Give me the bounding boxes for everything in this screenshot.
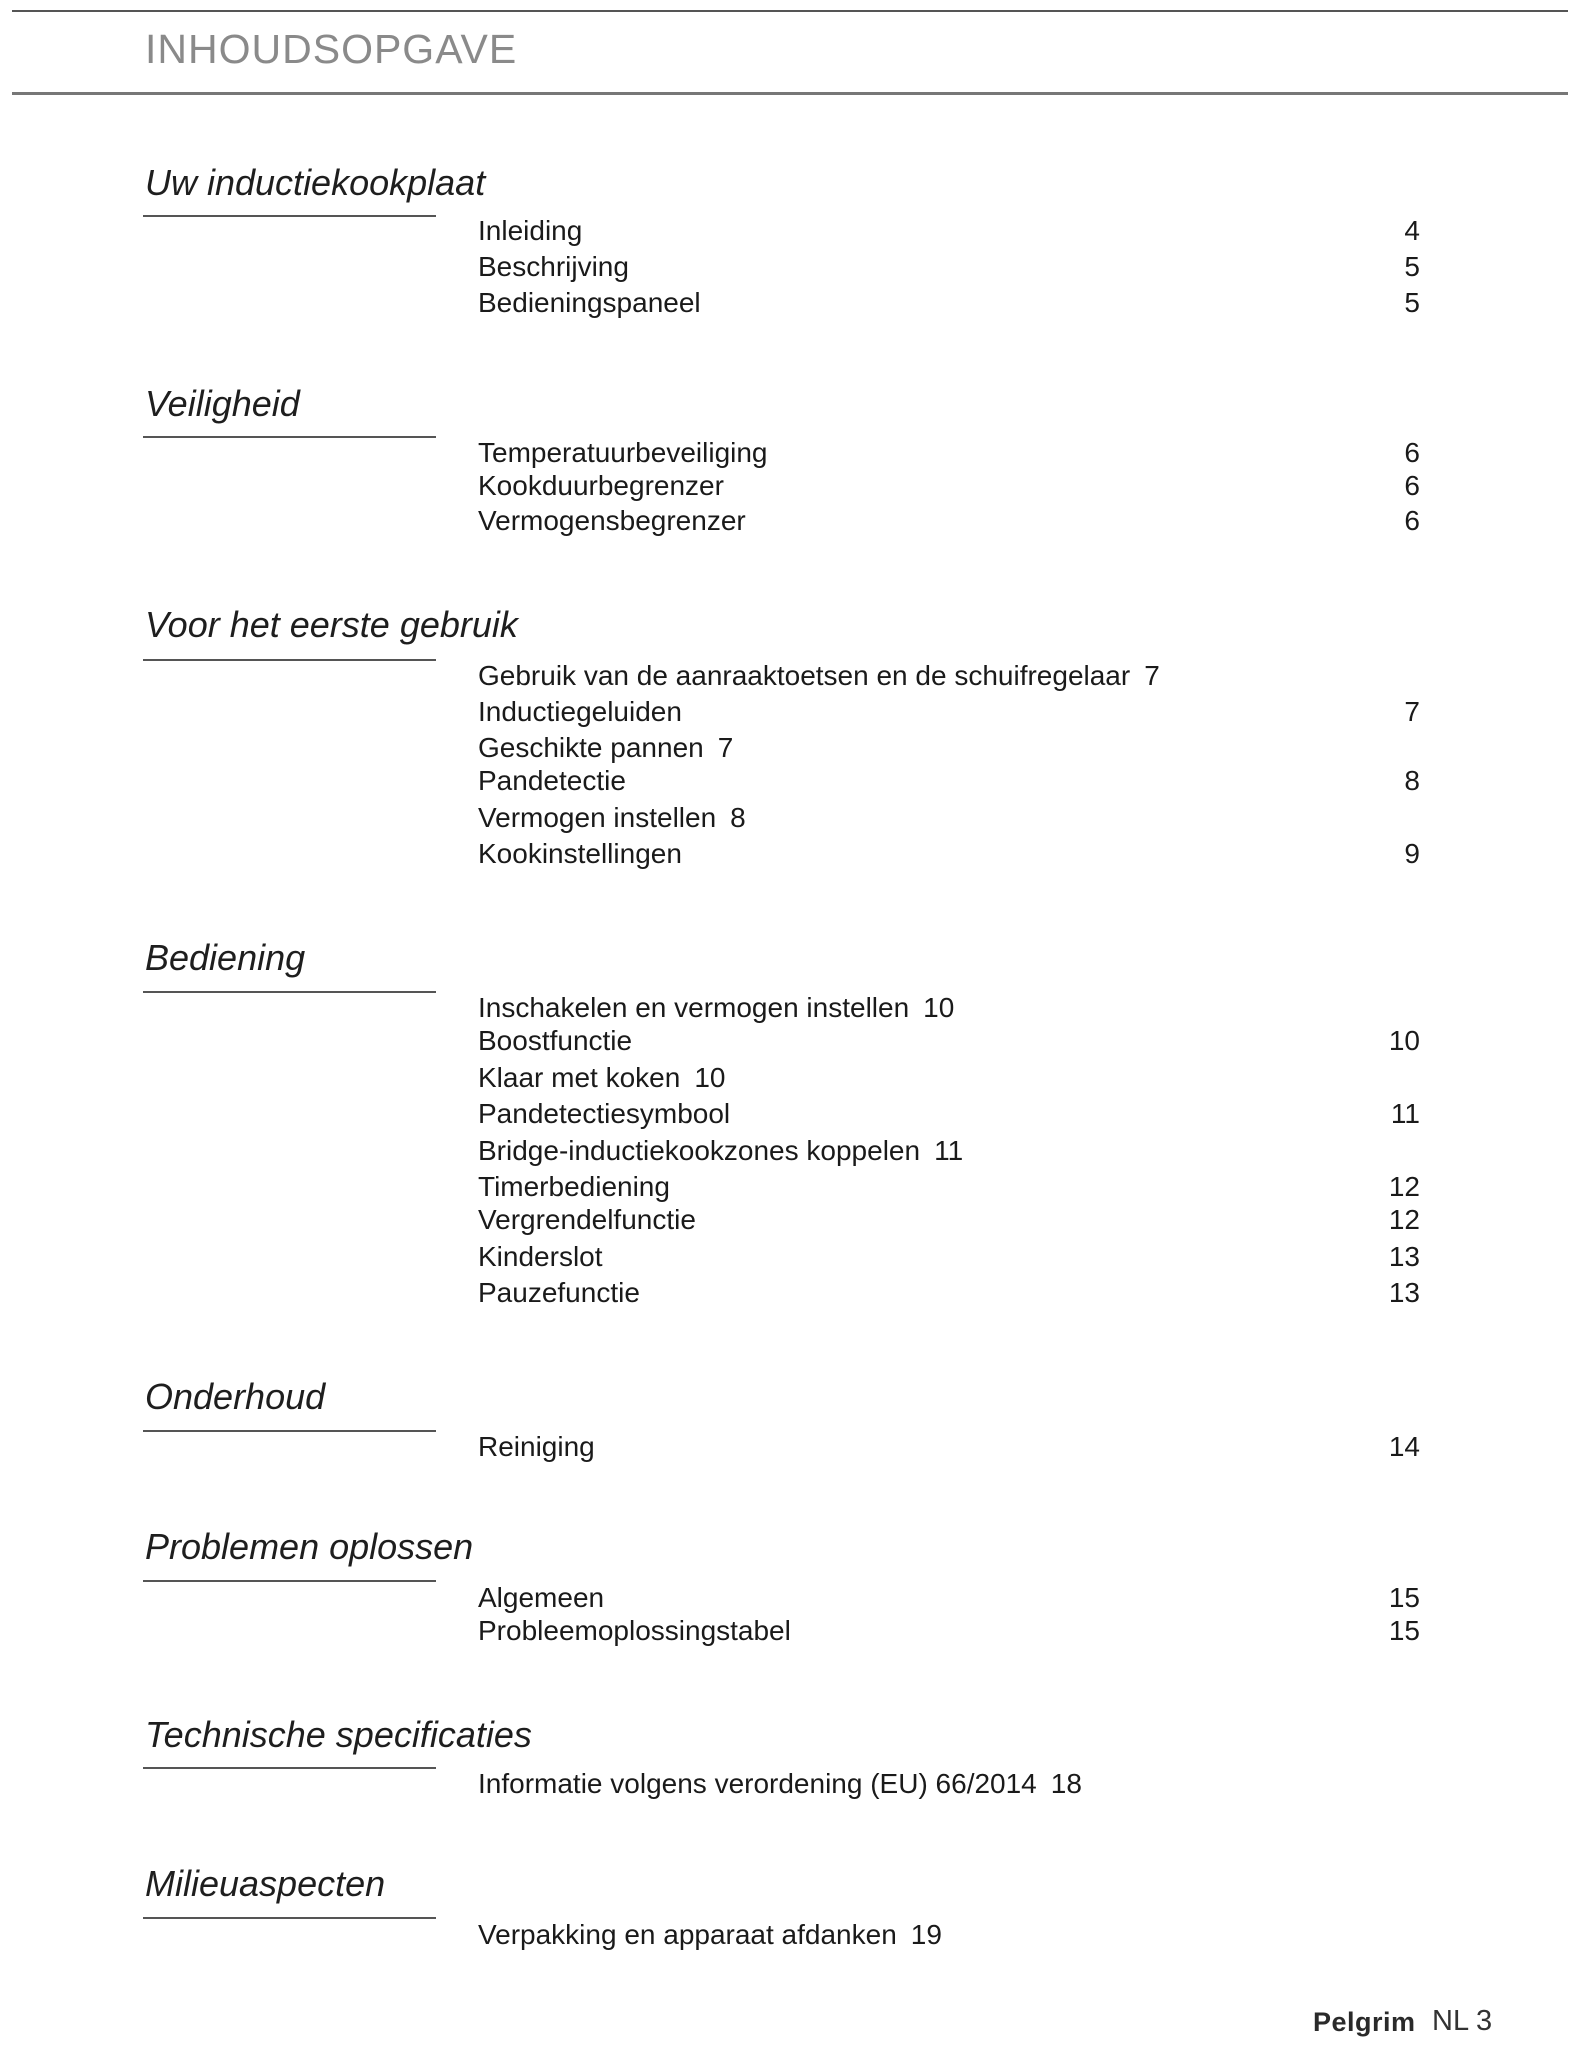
toc-entry-label <box>478 658 1160 694</box>
toc-entry-label <box>478 1202 696 1238</box>
toc-page-number: 7 <box>717 732 734 763</box>
toc-entry-label <box>478 1060 725 1096</box>
toc-entry[interactable] <box>478 658 1420 694</box>
toc-entry-text: Pauzefunctie <box>478 1277 640 1308</box>
toc-entry-label <box>478 694 682 730</box>
page-title: INHOUDSOPGAVE <box>145 26 518 72</box>
toc-entry[interactable] <box>478 1169 1420 1205</box>
toc-entry[interactable] <box>478 213 1420 249</box>
toc-entry-label <box>478 503 746 539</box>
toc-entry-text: Beschrijving <box>478 251 629 282</box>
toc-entry[interactable] <box>478 1060 1420 1096</box>
toc-entry-text: Vermogen instellen <box>478 802 717 833</box>
toc-page-number: 6 <box>1404 470 1420 501</box>
toc-entry[interactable] <box>478 694 1420 730</box>
toc-page-number: 12 <box>1388 1171 1420 1202</box>
section-rule <box>143 1917 436 1919</box>
page-number: NL 3 <box>1432 2005 1493 2037</box>
toc-page-number: 10 <box>923 992 955 1023</box>
toc-page-number: 8 <box>1404 765 1420 796</box>
toc-entry[interactable] <box>478 800 1420 836</box>
toc-entry[interactable] <box>478 435 1420 471</box>
toc-entry-text: Kookduurbegrenzer <box>478 470 724 501</box>
toc-entry-label <box>478 730 733 766</box>
toc-entry-label <box>478 1133 963 1169</box>
toc-entry-text: Timerbediening <box>478 1171 670 1202</box>
toc-entry-text: Probleemoplossingstabel <box>478 1615 791 1646</box>
toc-entry-text: Boostfunctie <box>478 1025 633 1056</box>
toc-page-number: 4 <box>1404 215 1420 246</box>
header-rule <box>12 92 1568 95</box>
toc-entry-text: Reiniging <box>478 1431 595 1462</box>
toc-entry-text: Geschikte pannen <box>478 732 704 763</box>
toc-page-number: 5 <box>1404 251 1420 282</box>
section-title: Technische specificaties <box>145 1714 532 1755</box>
toc-entry[interactable] <box>478 1766 1420 1802</box>
section-rule <box>143 1430 436 1432</box>
toc-entry[interactable] <box>478 1275 1420 1311</box>
brand-logo: Pelgrim <box>1313 2007 1416 2037</box>
section-title: Bediening <box>145 937 306 978</box>
toc-entry-text: Vermogensbegrenzer <box>478 505 746 536</box>
toc-entry[interactable] <box>478 503 1420 539</box>
toc-entry-label <box>478 1239 603 1275</box>
toc-entry-text: Temperatuurbeveiliging <box>478 437 768 468</box>
toc-entry-label <box>478 800 746 836</box>
toc-entry-text: Kinderslot <box>478 1241 603 1272</box>
toc-page-number: 7 <box>1144 660 1160 691</box>
toc-entry[interactable] <box>478 1202 1420 1238</box>
toc-page-number: 12 <box>1388 1204 1420 1235</box>
toc-entry-text: Bridge-inductiekookzones koppelen <box>478 1135 921 1166</box>
section-title: Uw inductiekookplaat <box>145 162 486 203</box>
toc-entry[interactable] <box>478 1429 1420 1465</box>
toc-page-number: 15 <box>1388 1615 1420 1646</box>
toc-entry[interactable] <box>478 285 1420 321</box>
toc-page-number: 8 <box>730 802 746 833</box>
toc-entry[interactable] <box>478 1023 1420 1059</box>
section-rule <box>143 991 436 993</box>
toc-entry[interactable] <box>478 990 1420 1026</box>
toc-page-number: 6 <box>1404 505 1420 536</box>
toc-entry-label <box>478 1023 632 1059</box>
toc-entry-text: Klaar met koken <box>478 1062 681 1093</box>
toc-page-number: 18 <box>1050 1768 1082 1799</box>
toc-entry-text: Pandetectie <box>478 765 626 796</box>
toc-entry-label <box>478 1429 595 1465</box>
toc-page-number: 13 <box>1388 1241 1420 1272</box>
toc-entry-text: Pandetectiesymbool <box>478 1098 731 1129</box>
section-rule <box>143 1767 436 1769</box>
toc-entry[interactable] <box>478 249 1420 285</box>
toc-entry-label <box>478 435 768 471</box>
top-rule <box>12 10 1568 12</box>
toc-page-number: 10 <box>694 1062 726 1093</box>
toc-page-number: 7 <box>1404 696 1420 727</box>
toc-entry-label <box>478 1917 942 1953</box>
toc-page-number: 11 <box>934 1135 964 1166</box>
toc-entry-text: Inschakelen en vermogen instellen <box>478 992 910 1023</box>
toc-entry[interactable] <box>478 1096 1420 1132</box>
toc-page-number: 5 <box>1404 287 1420 318</box>
toc-entry-text: Informatie volgens verordening (EU) 66/2014 <box>478 1768 1037 1799</box>
section-rule <box>143 215 436 217</box>
section-title: Problemen oplossen <box>145 1526 474 1567</box>
toc-entry-label <box>478 763 626 799</box>
toc-entry-label <box>478 1613 791 1649</box>
section-title: Milieuaspecten <box>145 1863 386 1904</box>
toc-entry-text: Kookinstellingen <box>478 838 682 869</box>
toc-entry-label <box>478 1096 730 1132</box>
toc-entry-label <box>478 249 629 285</box>
toc-page-number: 15 <box>1388 1582 1420 1613</box>
toc-entry[interactable] <box>478 836 1420 872</box>
toc-entry-text: Verpakking en apparaat afdanken <box>478 1919 897 1950</box>
toc-entry-label <box>478 836 682 872</box>
toc-entry[interactable] <box>478 1917 1420 1953</box>
toc-entry-label <box>478 1580 604 1616</box>
toc-entry[interactable] <box>478 730 1420 766</box>
toc-entry[interactable] <box>478 763 1420 799</box>
toc-entry[interactable] <box>478 1239 1420 1275</box>
toc-entry-text: Vergrendelfunctie <box>478 1204 696 1235</box>
toc-page-number: 6 <box>1404 437 1420 468</box>
toc-page-number: 14 <box>1388 1431 1420 1462</box>
toc-page-number: 10 <box>1388 1025 1420 1056</box>
section-rule <box>143 1580 436 1582</box>
toc-page-number: 13 <box>1388 1277 1420 1308</box>
toc-entry-text: Bedieningspaneel <box>478 287 701 318</box>
toc-entry[interactable] <box>478 1580 1420 1616</box>
toc-entry-label <box>478 1766 1082 1802</box>
toc-entry-label <box>478 1275 640 1311</box>
section-title: Veiligheid <box>145 383 300 424</box>
toc-entry-label <box>478 990 954 1026</box>
toc-entry-label <box>478 285 701 321</box>
toc-entry[interactable] <box>478 468 1420 504</box>
toc-entry-text: Inductiegeluiden <box>478 696 682 727</box>
toc-page-number: 11 <box>1390 1098 1420 1129</box>
toc-entry-text: Gebruik van de aanraaktoetsen en de schuifregelaar <box>478 660 1131 691</box>
section-rule <box>143 436 436 438</box>
toc-entry[interactable] <box>478 1613 1420 1649</box>
toc-entry[interactable] <box>478 1133 1420 1169</box>
toc-entry-text: Algemeen <box>478 1582 605 1613</box>
toc-entry-label <box>478 468 724 504</box>
section-rule <box>143 659 436 661</box>
toc-page-number: 19 <box>910 1919 942 1950</box>
section-title: Onderhoud <box>145 1376 326 1417</box>
toc-entry-label <box>478 213 582 249</box>
toc-entry-label <box>478 1169 670 1205</box>
section-title: Voor het eerste gebruik <box>145 604 518 645</box>
toc-entry-text: Inleiding <box>478 215 583 246</box>
toc-page-number: 9 <box>1404 838 1420 869</box>
